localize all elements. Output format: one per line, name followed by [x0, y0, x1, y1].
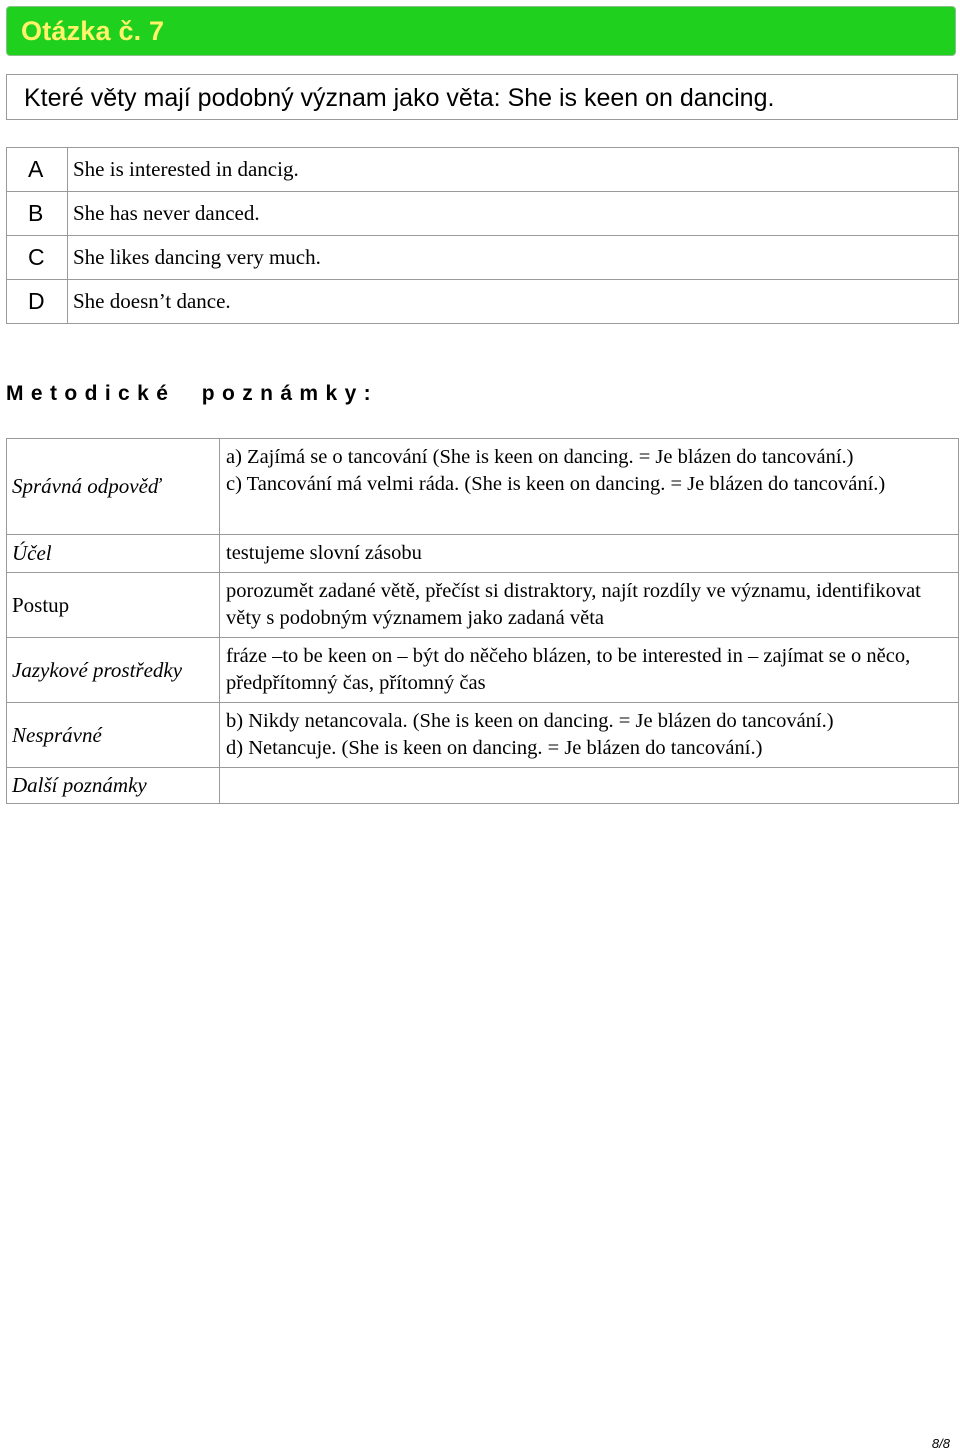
notes-row-incorrect [7, 703, 959, 768]
question-text: Které věty mají podobný význam jako věta: She is keen on dancing. [24, 84, 775, 112]
notes-content-language-means: fráze –to be keen on – být do něčeho blázen, to be interested in – zajímat se o něco, předpřítomný čas, přítomný čas [220, 638, 959, 703]
question-box [6, 74, 958, 120]
notes-label-purpose: Účel [7, 535, 220, 573]
option-text: She is interested in dancig. [68, 148, 959, 192]
notes-content-correct-answer [220, 439, 959, 535]
page-number: 8/8 [931, 1436, 950, 1451]
methodical-notes-heading: Metodické poznámky: [6, 382, 379, 405]
option-text: She doesn’t dance. [68, 280, 959, 324]
option-letter: C [7, 236, 68, 280]
notes-label-procedure: Postup [7, 573, 220, 638]
notes-label-other-notes: Další poznámky [7, 768, 220, 804]
notes-content-other-notes [220, 768, 959, 804]
question-number-title: Otázka č. 7 [21, 16, 165, 46]
option-row-c[interactable] [7, 236, 959, 280]
incorrect-answer-line: d) Netancuje. (She is keen on dancing. = Je blázen do tancování.) [226, 737, 763, 759]
question-header-bar [6, 6, 956, 56]
notes-row-correct-answer [7, 439, 959, 535]
option-row-b[interactable] [7, 192, 959, 236]
notes-content-purpose: testujeme slovní zásobu [220, 535, 959, 573]
incorrect-answer-line: b) Nikdy netancovala. (She is keen on dancing. = Je blázen do tancování.) [226, 710, 834, 732]
notes-row-procedure [7, 573, 959, 638]
option-row-a[interactable] [7, 148, 959, 192]
option-letter: B [7, 192, 68, 236]
correct-answer-line: c) Tancování má velmi ráda. (She is keen on dancing. = Je blázen do tancování.) [226, 473, 886, 495]
notes-row-other-notes [7, 768, 959, 804]
option-letter: D [7, 280, 68, 324]
notes-content-incorrect [220, 703, 959, 768]
correct-answer-line: a) Zajímá se o tancování (She is keen on dancing. = Je blázen do tancování.) [226, 446, 854, 468]
notes-label-language-means: Jazykové prostředky [7, 638, 220, 703]
option-text: She likes dancing very much. [68, 236, 959, 280]
option-letter: A [7, 148, 68, 192]
option-row-d[interactable] [7, 280, 959, 324]
methodical-notes-table [6, 438, 959, 804]
answer-options-table [6, 147, 959, 324]
option-text: She has never danced. [68, 192, 959, 236]
notes-row-language-means [7, 638, 959, 703]
notes-row-purpose [7, 535, 959, 573]
notes-label-correct-answer: Správná odpověď [7, 439, 220, 535]
notes-label-incorrect: Nesprávné [7, 703, 220, 768]
notes-content-procedure: porozumět zadané větě, přečíst si distraktory, najít rozdíly ve významu, identifikovat věty s podobným významem jako zadaná věta [220, 573, 959, 638]
